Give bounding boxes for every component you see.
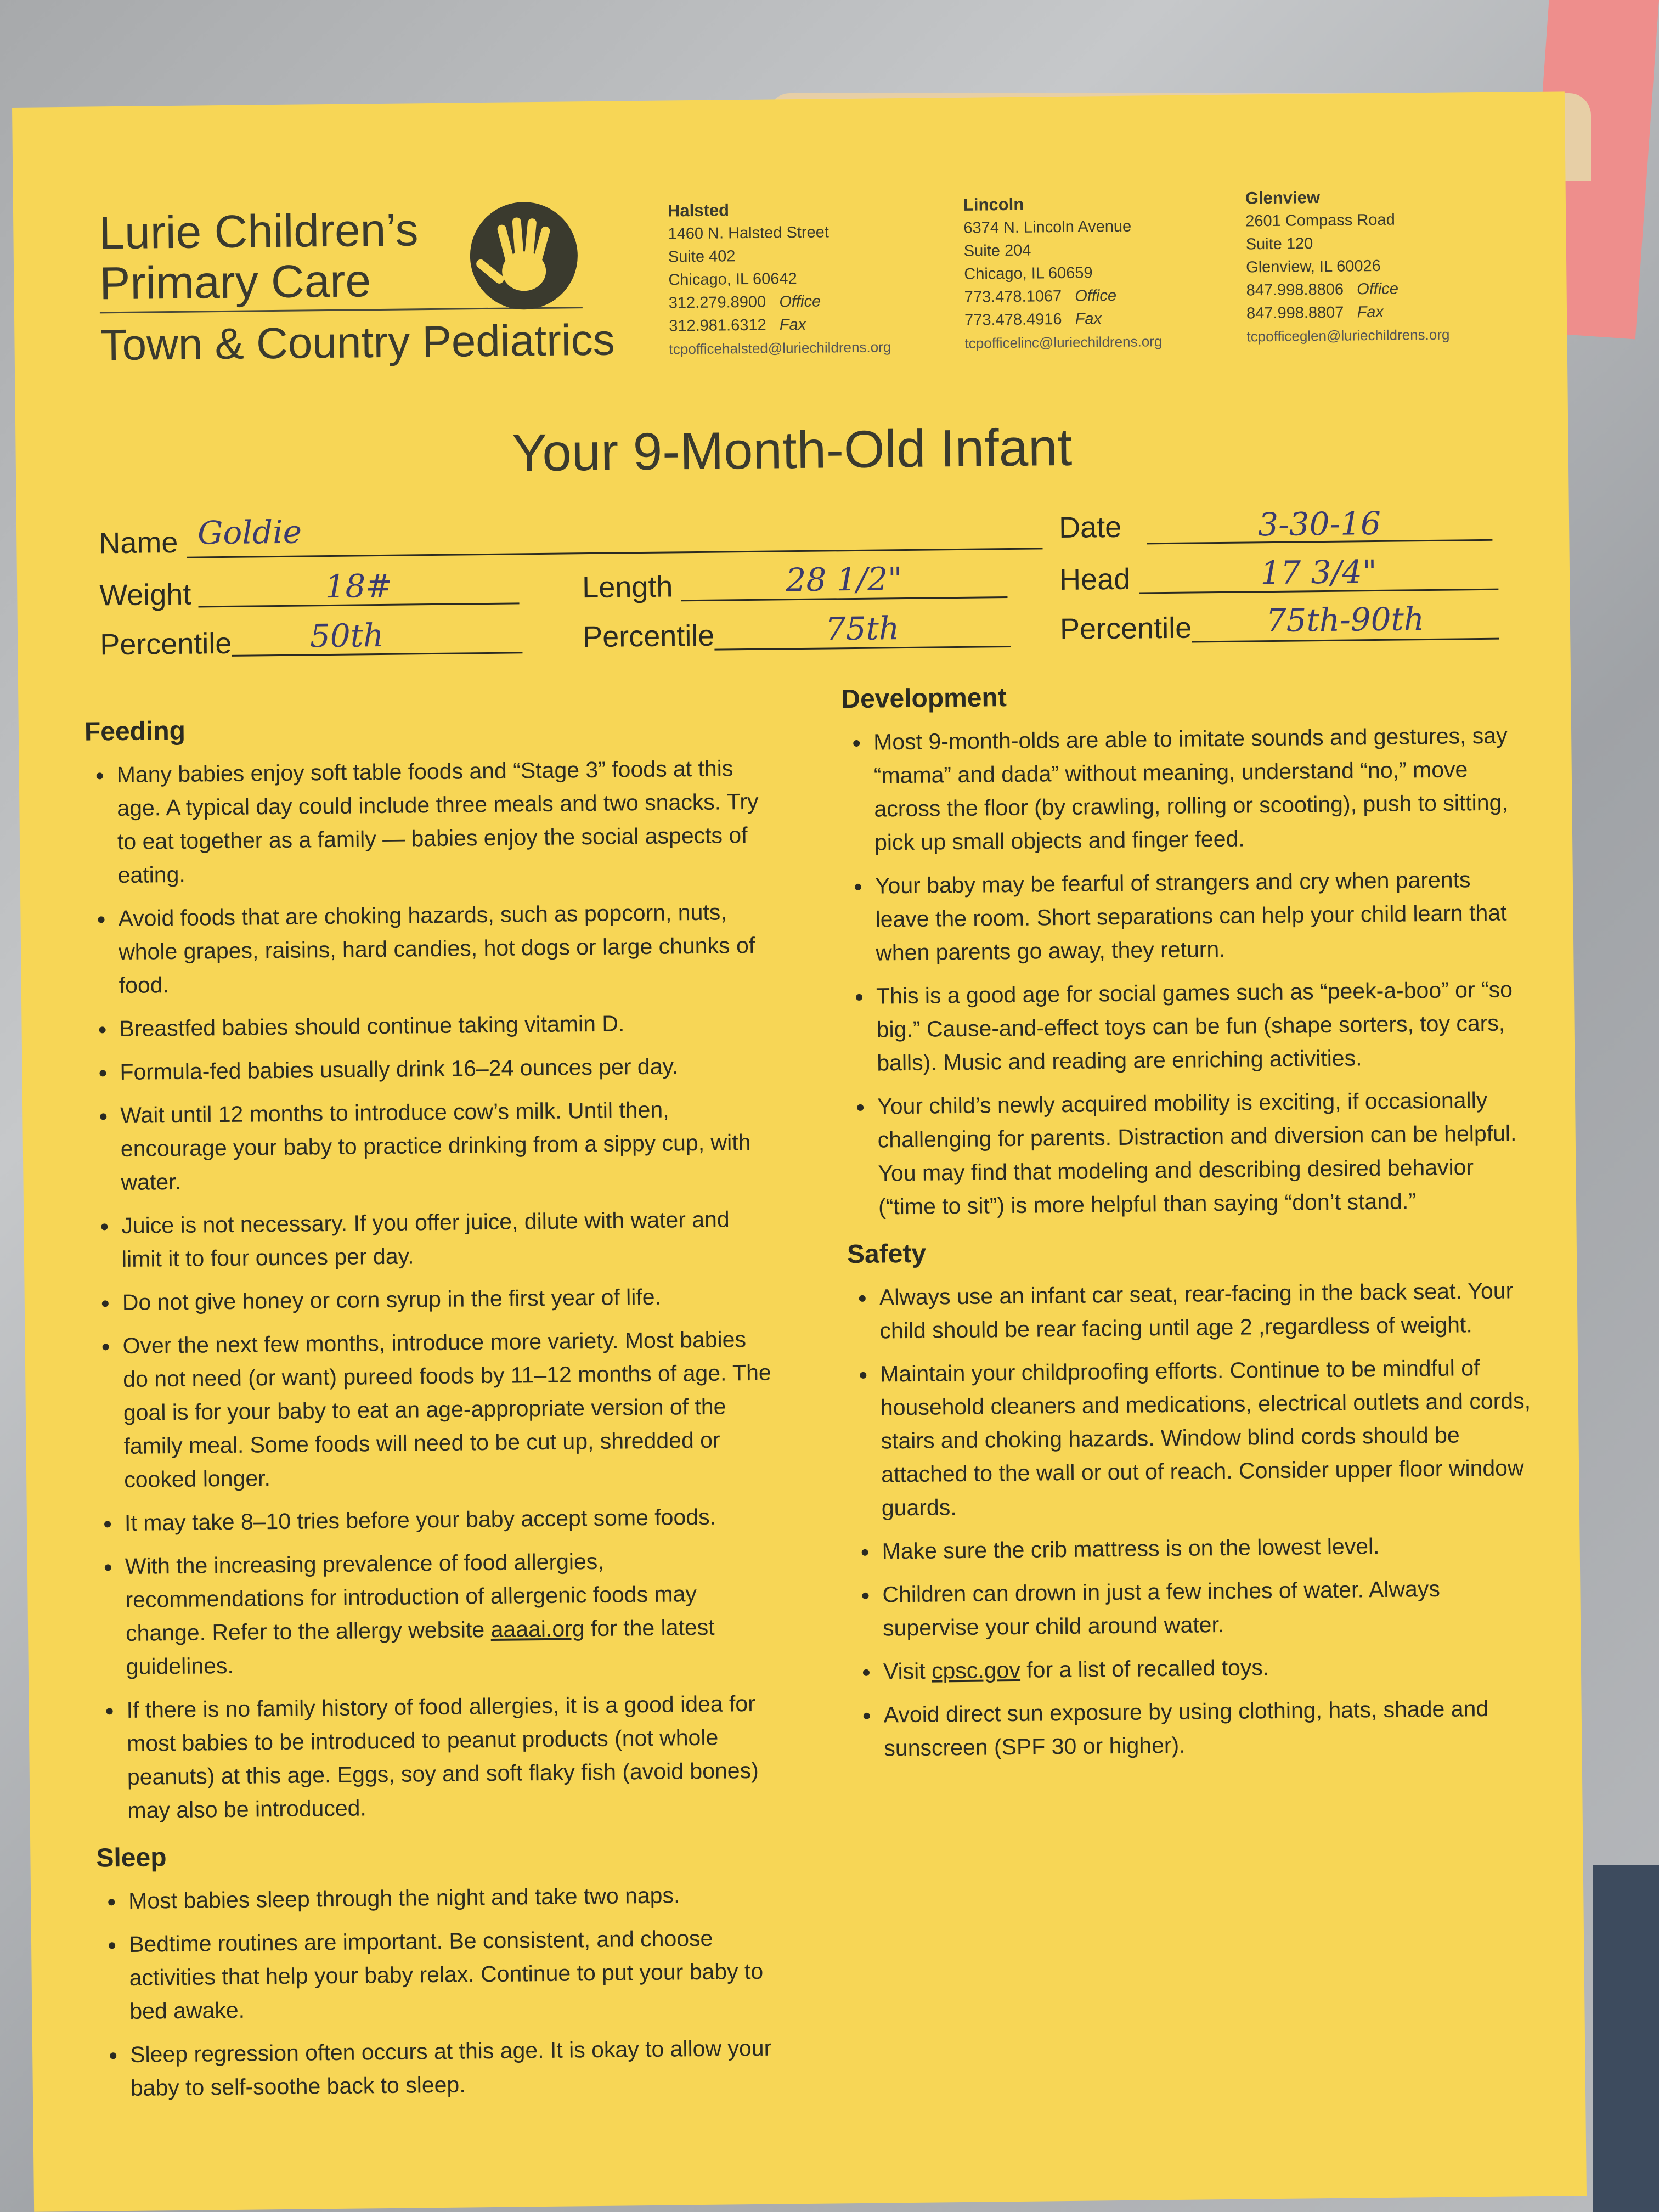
location-suite: Suite 402: [668, 247, 736, 266]
head-value: 17 3/4": [1260, 552, 1377, 592]
location-fax: 312.981.6312 Fax: [669, 315, 806, 335]
location-name: Halsted: [667, 200, 730, 221]
list-item: • Bedtime routines are important. Be consistent, and choose activities that help your baby relax. Continue to put your baby to bed awake.: [126, 1921, 784, 2028]
list-item: • If there is no family history of food allergies, it is a good idea for most babies to be introduced to peanut products (not whole peanuts) at this age. Eggs, soy and soft flaky fish (avoid bones) may also be introduced.: [123, 1686, 781, 1827]
brand-line-2: Primary Care: [99, 255, 371, 309]
list-item: • Your baby may be fearful of strangers and cry when parents leave the room. Short separations can help your child learn that when parents go away, they return.: [872, 862, 1530, 970]
location-street: 2601 Compass Road: [1245, 211, 1395, 230]
location-street: 6374 N. Lincoln Avenue: [963, 217, 1132, 237]
location-city: Chicago, IL 60659: [964, 264, 1093, 283]
list-item: • Many babies enjoy soft table foods and “Stage 3” foods at this age. A typical day could include three meals and two snacks. Try to eat together as a family — babies enjoy the social aspects of eating.: [113, 752, 771, 893]
page-title: Your 9-Month-Old Infant: [511, 417, 1073, 483]
location-city: Chicago, IL 60642: [668, 270, 797, 289]
head-label: Head: [1059, 562, 1131, 597]
location-name: Glenview: [1245, 188, 1321, 208]
list-item: • Most 9-month-olds are able to imitate sounds and gestures, say “mama” and dada” without meaning, understand “no,” move across the floor (by crawling, rolling or scooting), push to sitting, pick up small objects and finger feed.: [870, 719, 1528, 860]
location-fax: 773.478.4916 Fax: [964, 310, 1102, 329]
location-suite: Suite 204: [963, 241, 1031, 260]
list-item: • Children can drown in just a few inches of water. Always supervise your child around water.: [879, 1571, 1537, 1645]
length-percentile-value: 75th: [825, 610, 900, 648]
length-label: Length: [582, 570, 673, 605]
head-percentile-label: Percentile: [1059, 611, 1192, 646]
location-lincoln: [963, 191, 1163, 355]
brand-line-3: Town & Country Pediatrics: [100, 315, 616, 370]
sleep-heading: Sleep: [96, 1843, 167, 1873]
list-item: • Wait until 12 months to introduce cow’s milk. Until then, encourage your baby to practice drinking from a sippy cup, with water.: [117, 1092, 775, 1200]
location-office-phone: 847.998.8806 Office: [1246, 280, 1399, 300]
safety-list: [847, 1274, 1538, 1765]
left-column: [84, 709, 785, 2120]
list-item: • It may take 8–10 tries before your baby accept some foods.: [121, 1500, 779, 1541]
date-value: 3-30-16: [1257, 504, 1381, 544]
list-item: • Over the next few months, introduce more variety. Most babies do not need (or want) pureed foods by 11–12 months of age. The goal is for your baby to eat an age-appropriate version of the family meal. Some foods will need to be cut up, shredded or cooked longer.: [119, 1323, 778, 1497]
name-label: Name: [99, 526, 178, 560]
list-item: • This is a good age for social games such as “peek-a-boo” or “so big.” Cause-and-effect toys can be fun (shape sorters, toy cars, balls). Music and reading are enriching activities.: [873, 973, 1531, 1080]
weight-label: Weight: [99, 578, 191, 612]
brand-line-1: Lurie Children’s: [98, 204, 419, 259]
development-heading: Development: [841, 683, 1007, 714]
location-email: tcpofficehalsted@luriechildrens.org: [669, 338, 891, 358]
list-item: • With the increasing prevalence of food allergies, recommendations for introduction of allergenic foods may change. Refer to the allergy website aaaai.org for the latest guidelines.: [122, 1543, 780, 1684]
list-item: • Formula-fed babies usually drink 16–24 ounces per day.: [116, 1049, 774, 1090]
hand-logo-icon: [469, 200, 579, 311]
list-item: • Your child’s newly acquired mobility is exciting, if occasionally challenging for parents. Distraction and diversion can be helpful. You may find that modeling and describing desired behavior (“time to sit”) is more helpful than saying “don’t stand.”: [874, 1083, 1532, 1224]
location-halsted: [668, 197, 891, 360]
cpsc-link[interactable]: cpsc.gov: [931, 1657, 1021, 1684]
weight-value: 18#: [325, 567, 393, 606]
right-column: [841, 676, 1538, 1780]
location-glenview: [1245, 185, 1450, 348]
location-fax: 847.998.8807 Fax: [1246, 303, 1384, 323]
list-item: • Avoid foods that are choking hazards, such as popcorn, nuts, whole grapes, raisins, hard candies, hot dogs or large chunks of food.: [115, 895, 773, 1003]
weight-percentile-value: 50th: [309, 616, 384, 655]
weight-percentile-label: Percentile: [99, 627, 232, 662]
length-value: 28 1/2": [786, 560, 903, 599]
location-suite: Suite 120: [1245, 235, 1313, 253]
safety-heading: Safety: [847, 1239, 927, 1269]
length-percentile-label: Percentile: [582, 619, 715, 654]
list-item: • Do not give honey or corn syrup in the first year of life.: [119, 1279, 777, 1320]
name-value: Goldie: [197, 513, 302, 552]
list-item: • Maintain your childproofing efforts. Continue to be mindful of household cleaners and medications, electrical outlets and cords, stairs and choking hazards. Window blind cords should be attached to the wall or out of reach. Consider upper floor window guards.: [877, 1351, 1536, 1525]
feeding-heading: Feeding: [84, 716, 186, 747]
sleep-list: [97, 1877, 785, 2105]
location-street: 1460 N. Halsted Street: [668, 223, 830, 243]
list-item: • Avoid direct sun exposure by using clothing, hats, shade and sunscreen (SPF 30 or higher).: [880, 1691, 1538, 1765]
list-item: • Most babies sleep through the night and take two naps.: [125, 1877, 783, 1918]
list-item: • Juice is not necessary. If you offer juice, dilute with water and limit it to four ounces per day.: [118, 1203, 776, 1277]
date-label: Date: [1058, 510, 1122, 545]
handout-sheet: [12, 91, 1587, 2211]
feeding-list: [84, 752, 781, 1828]
development-list: [842, 719, 1532, 1224]
list-item: • Visit cpsc.gov for a list of recalled toys.: [880, 1648, 1538, 1689]
list-item: • Make sure the crib mattress is on the lowest level.: [878, 1528, 1536, 1568]
list-item: • Always use an infant car seat, rear-facing in the back seat. Your child should be rear facing until age 2 ,regardless of weight.: [876, 1274, 1533, 1348]
location-city: Glenview, IL 60026: [1246, 257, 1381, 276]
aaaai-link[interactable]: aaaai.org: [490, 1616, 585, 1643]
head-percentile-value: 75th-90th: [1266, 600, 1425, 640]
location-office-phone: 773.478.1067 Office: [964, 286, 1117, 306]
fabric-background: [1593, 1865, 1659, 2212]
location-email: tcpofficeglen@luriechildrens.org: [1246, 326, 1450, 345]
list-item: • Sleep regression often occurs at this age. It is okay to allow your baby to self-soothe back to sleep.: [127, 2031, 785, 2105]
location-email: tcpofficelinc@luriechildrens.org: [964, 333, 1163, 352]
location-name: Lincoln: [963, 194, 1024, 215]
location-office-phone: 312.279.8900 Office: [668, 292, 821, 312]
list-item: • Breastfed babies should continue taking vitamin D.: [116, 1006, 774, 1046]
